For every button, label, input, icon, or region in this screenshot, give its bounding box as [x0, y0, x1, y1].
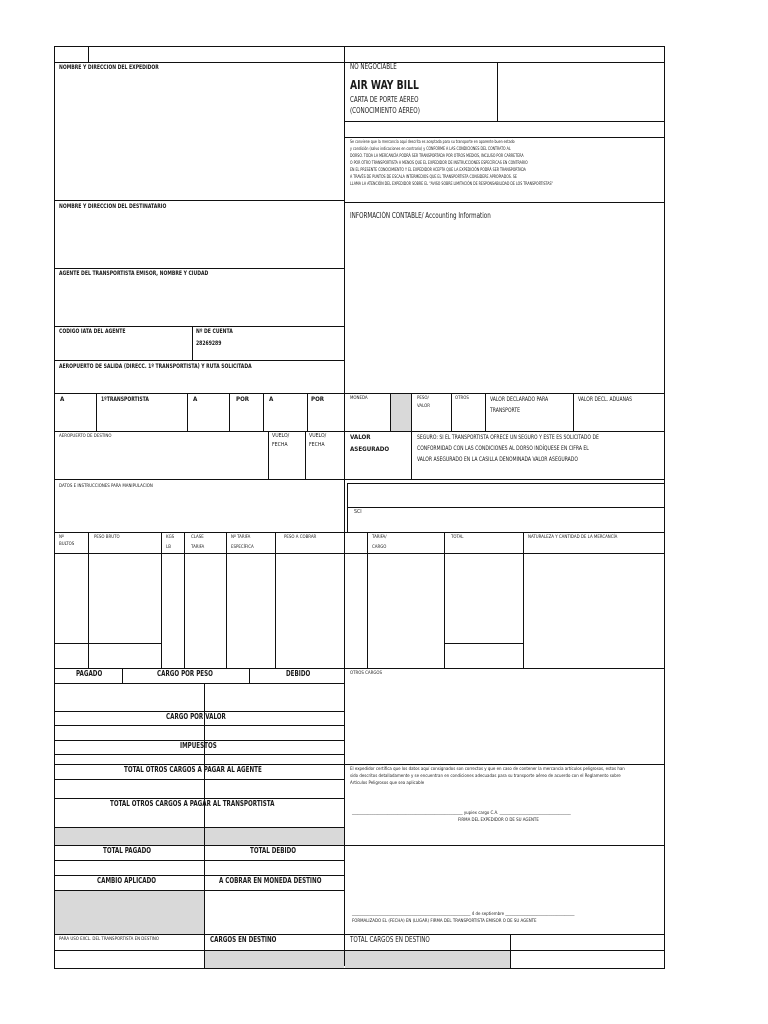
chargeable-weight-label: PESO A COBRAR: [284, 535, 317, 540]
insurance-text-2: CONFORMIDAD CON LAS CONDICIONES AL DORSO INDÍQUESE EN CIFRA EL: [417, 445, 589, 452]
currency-label: MONEDA: [350, 396, 368, 401]
rate-class-label: CLASE: [191, 535, 204, 540]
lb-label: LB: [166, 545, 171, 550]
insurance-text-1: SEGURO: SI EL TRANSPORTISTA OFRECE UN SEGURO Y ESTE ES SOLICITADO DE: [417, 434, 599, 441]
awb-subtitle-1: CARTA DE PORTE AÉREO: [350, 95, 419, 104]
routing-to-1: A: [60, 396, 65, 403]
first-carrier-label: 1ºTRANSPORTISTA: [101, 396, 149, 403]
gross-weight-label: PESO BRUTO: [94, 535, 120, 540]
shipper-signature-caption: FIRMA DEL EXPEDIDOR O DE SU AGENTE: [458, 818, 539, 823]
total-label: TOTAL: [451, 535, 464, 540]
account-label: Nº DE CUENTA: [196, 328, 233, 335]
weight-charge-label: CARGO POR PESO: [157, 669, 213, 678]
handling-label: DATOS E INSTRUCCIONES PARA MANIPULACION: [59, 484, 153, 489]
consignee-label: NOMBRE Y DIRECCION DEL DESTINATARIO: [59, 203, 167, 210]
conditions-line: Se conviene que la mercancía aquí descrita es aceptada para su transporte en aparente buen estado: [350, 140, 515, 145]
total-carrier-charges-label: TOTAL OTROS CARGOS A PAGAR AL TRANSPORTISTA: [110, 799, 275, 808]
rate-class-label-2: TARIFA: [191, 545, 205, 550]
conditions-line: LLAMA LA ATENCIÓN DEL EXPEDIDOR SOBRE EL "AVISO SOBRE LIMITACIÓN DE RESPONSABILIDAD DE LOS TRANSPORTISTAS": [350, 182, 554, 187]
accounting-label: INFORMACIÓN CONTABLE/ Accounting Information: [350, 211, 491, 220]
pieces-label: Nº: [59, 535, 64, 540]
insured-value-label: VALOR: [350, 434, 371, 441]
shaded-cell-total-dest: [345, 950, 510, 968]
certification-text: El expedidor certifica que los datos aquí consignados son correctos y que en caso de contener la mercancía artículos peligrosos, estos han: [350, 767, 625, 772]
routing-to-2: A: [193, 396, 198, 403]
shipper-label: NOMBRE Y DIRECCION DEL EXPEDIDOR: [59, 64, 159, 71]
flight-date-label-2b: FECHA: [309, 442, 325, 448]
carrier-signature-line: ____________________________________________________________ 4 de septiembre ___________________________________: [352, 912, 575, 917]
total-agent-charges-label: TOTAL OTROS CARGOS A PAGAR AL AGENTE: [124, 765, 262, 774]
carrier-signature-caption: FORMALIZADO EL (FECHA) EN (LUGAR) FIRMA DEL TRANSPORTISTA EMISOR O DE SU AGENTE: [352, 919, 537, 924]
flight-date-label-2: VUELO/: [309, 433, 327, 439]
tax-label: IMPUESTOS: [180, 741, 217, 750]
other-charges-label: OTROS CARGOS: [350, 671, 383, 676]
shaded-cell-prepaid-total: [54, 827, 204, 845]
not-negotiable: NO NEGOCIABLE: [350, 62, 397, 71]
wt-val-label-2: VALOR: [417, 404, 431, 409]
kgs-label: KGS: [166, 535, 175, 540]
routing-by-2: POR: [311, 396, 325, 403]
conditions-line: O POR OTRO TRANSPORTISTA A MENOS QUE EL EXPEDIDOR DE INSTRUCCIONES ESPECÍFICAS EN CONTRARIO: [350, 161, 528, 166]
certification-text: Artículos Peligrosos que sea aplicable: [350, 781, 425, 786]
declared-carriage-label: VALOR DECLARADO PARA: [490, 396, 549, 403]
collect-label: DEBIDO: [286, 669, 311, 678]
destination-airport-label: AEROPUERTO DE DESTINO: [59, 434, 112, 439]
conditions-line: DORSO. TODA LA MERCANCÍA PODRÁ SER TRANSPORTADA POR OTROS MEDIOS, INCLUSO POR CARRETERA: [350, 154, 524, 159]
flight-date-label-1: VUELO/: [272, 433, 290, 439]
awb-subtitle-2: (CONOCIMIENTO AÉREO): [350, 106, 420, 115]
carrier-use-label: PARA USO EXCL. DEL TRANSPORTISTA EN DESTINO: [59, 937, 159, 942]
exchange-rate-label: CAMBIO APLICADO: [97, 876, 157, 885]
dest-charges-label: CARGOS EN DESTINO: [210, 935, 277, 944]
commodity-label: Nº TARIFA: [231, 535, 251, 540]
nature-goods-label: NATURALEZA Y CANTIDAD DE LA MERCANCÍA: [528, 535, 618, 540]
valuation-charge-label: CARGO POR VALOR: [166, 712, 226, 721]
agent-label: AGENTE DEL TRANSPORTISTA EMISOR, NOMBRE Y CIUDAD: [59, 270, 209, 277]
certification-text: sido descritos detalladamente y se encuentran en condiciones adecuadas para su transporte aéreo de acuerdo con el Reglamento sobre: [350, 774, 621, 779]
insurance-text-3: VALOR ASEGURADO EN LA CASILLA DENOMINADA VALOR ASEGURADO: [417, 456, 578, 463]
dest-currency-label: A COBRAR EN MONEDA DESTINO: [219, 876, 322, 885]
account-number: 28269289: [196, 340, 222, 347]
shaded-cell-exchange: [54, 890, 204, 934]
routing-to-3: A: [269, 396, 274, 403]
shaded-cell-collect-total: [205, 827, 344, 845]
departure-label: AEROPUERTO DE SALIDA (DIRECC. 1º TRANSPORTISTA) Y RUTA SOLICITADA: [59, 363, 252, 370]
commodity-label-2: ESPECÍFICA: [231, 545, 254, 550]
other-label: OTROS: [455, 396, 469, 401]
iata-code-label: CODIGO IATA DEL AGENTE: [59, 328, 126, 335]
routing-by-1: POR: [236, 396, 250, 403]
currency-shaded-cell: [391, 394, 411, 431]
wt-val-label-1: PESO/: [417, 396, 429, 401]
declared-customs-label: VALOR DECL. ADUANAS: [578, 396, 633, 403]
shaded-cell-dest-charges: [205, 950, 344, 968]
flight-date-label-1b: FECHA: [272, 442, 288, 448]
conditions-line: A TRAVÉS DE PUNTOS DE ESCALA INTERMEDIOS QUE EL TRANSPORTISTA CONSIDERE APROPIADOS. SE: [350, 175, 517, 180]
conditions-line: EN EL PRESENTE CONOCIMIENTO Y EL EXPEDIDOR ACEPTA QUE LA EXPEDICIÓN PODRÁ SER TRANSPORTADA: [350, 168, 526, 173]
rate-charge-label: TARIFA/: [372, 535, 387, 540]
pieces-label-2: BULTOS: [59, 542, 75, 547]
total-dest-charges-label: TOTAL CARGOS EN DESTINO: [350, 935, 430, 944]
total-prepaid-label: TOTAL PAGADO: [103, 846, 151, 855]
prepaid-label: PAGADO: [76, 669, 103, 678]
total-collect-label: TOTAL DEBIDO: [250, 846, 297, 855]
declared-carriage-label-2: TRANSPORTE: [490, 407, 521, 414]
shipper-signature-line: ________________________________________________________ yupiex cargo C.A. ____________________________________: [352, 811, 571, 816]
sci-label: SCI: [354, 509, 362, 515]
awb-title: AIR WAY BILL: [350, 77, 419, 92]
rate-charge-label-2: CARGO: [372, 545, 387, 550]
insured-value-label-2: ASEGURADO: [350, 446, 390, 453]
conditions-line: y condición (salvo indicaciones en contrario) y CONFORME A LAS CONDICIONES DEL CONTRATO AL: [350, 147, 511, 152]
